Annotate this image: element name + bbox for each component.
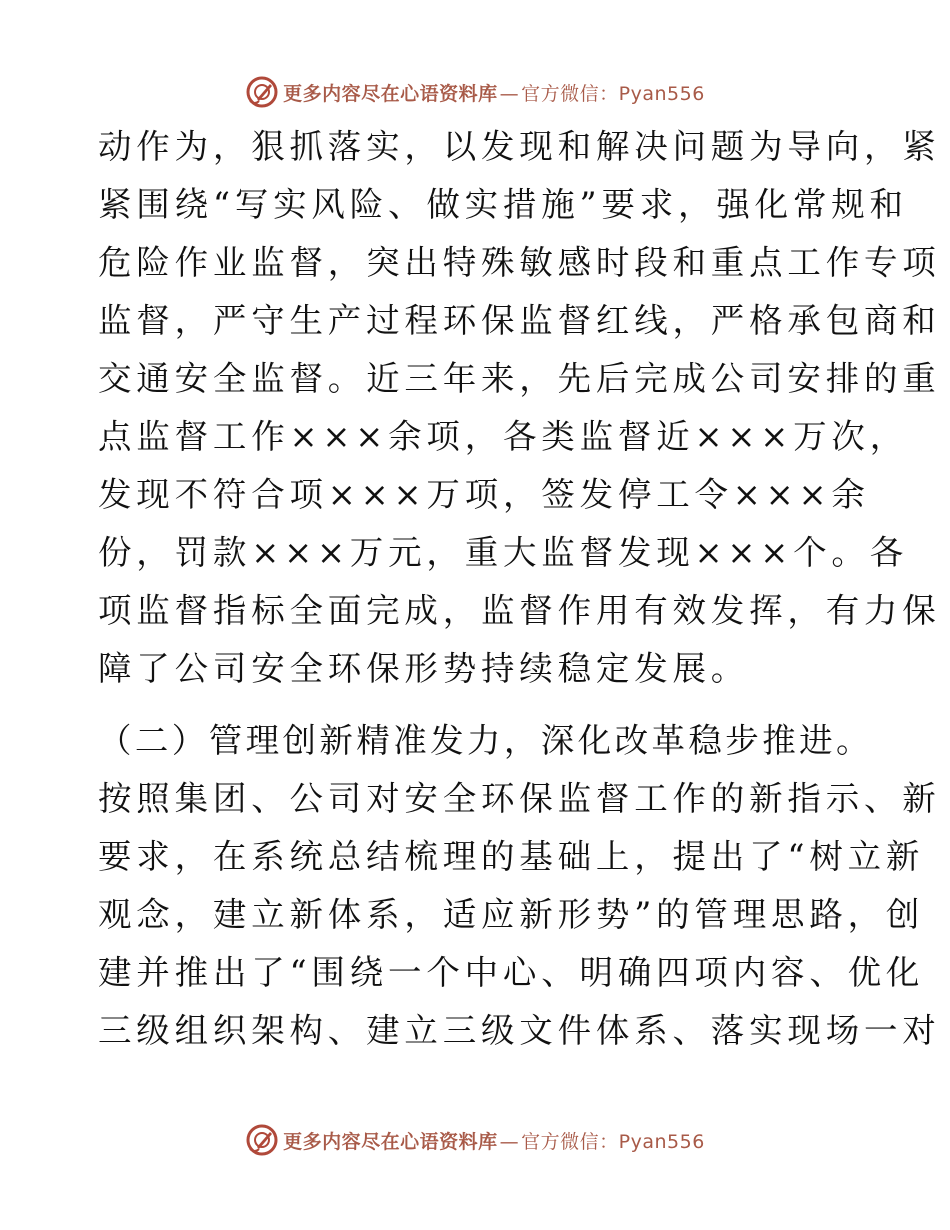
watermark-text <box>283 79 705 106</box>
paragraph-1 <box>98 118 941 698</box>
document-body <box>98 118 941 1060</box>
text-line: 监督，严守生产过程环保监督红线，严格承包商和 <box>98 301 941 340</box>
text-line: 危险作业监督，突出特殊敏感时段和重点工作专项 <box>98 243 941 282</box>
text-line: 点监督工作×××余项，各类监督近×××万次， <box>98 417 909 456</box>
watermark-footer <box>0 1120 950 1160</box>
text-line: 项监督指标全面完成，监督作用有效发挥，有力保 <box>98 591 941 630</box>
watermark-site: 更多内容尽在心语资料库 <box>283 1130 498 1153</box>
section-heading: （二）管理创新精准发力，深化改革稳步推进。 <box>98 721 873 760</box>
text-line: 观念，建立新体系，适应新形势”的管理思路，创 <box>98 895 925 934</box>
text-line: 交通安全监督。近三年来，先后完成公司安排的重 <box>98 359 941 398</box>
text-line: 建并推出了“围绕一个中心、明确四项内容、优化 <box>98 953 925 992</box>
text-line: 份，罚款×××万元，重大监督发现×××个。各 <box>98 533 909 572</box>
watermark-contact: 官方微信：Pyan556 <box>521 1130 705 1153</box>
text-line: 要求，在系统总结梳理的基础上，提出了“树立新 <box>98 837 925 876</box>
paragraph-2 <box>98 770 941 1060</box>
text-line: 按照集团、公司对安全环保监督工作的新指示、新 <box>98 779 941 818</box>
watermark-contact: 官方微信：Pyan556 <box>521 82 705 105</box>
text-line: 动作为，狠抓落实，以发现和解决问题为导向，紧 <box>98 127 941 166</box>
paragraph-gap <box>98 698 858 712</box>
watermark-site: 更多内容尽在心语资料库 <box>283 82 498 105</box>
text-line: 发现不符合项×××万项，签发停工令×××余 <box>98 475 870 514</box>
text-line: 三级组织架构、建立三级文件体系、落实现场一对 <box>98 1011 941 1050</box>
logo-icon <box>245 1123 279 1157</box>
watermark-dash: — <box>499 82 520 105</box>
watermark-text <box>283 1127 705 1154</box>
text-line: 紧围绕“写实风险、做实措施”要求，强化常规和 <box>98 185 908 224</box>
text-line: 障了公司安全环保形势持续稳定发展。 <box>98 649 750 688</box>
watermark-dash: — <box>499 1130 520 1153</box>
logo-icon <box>245 75 279 109</box>
watermark-header <box>0 72 950 112</box>
